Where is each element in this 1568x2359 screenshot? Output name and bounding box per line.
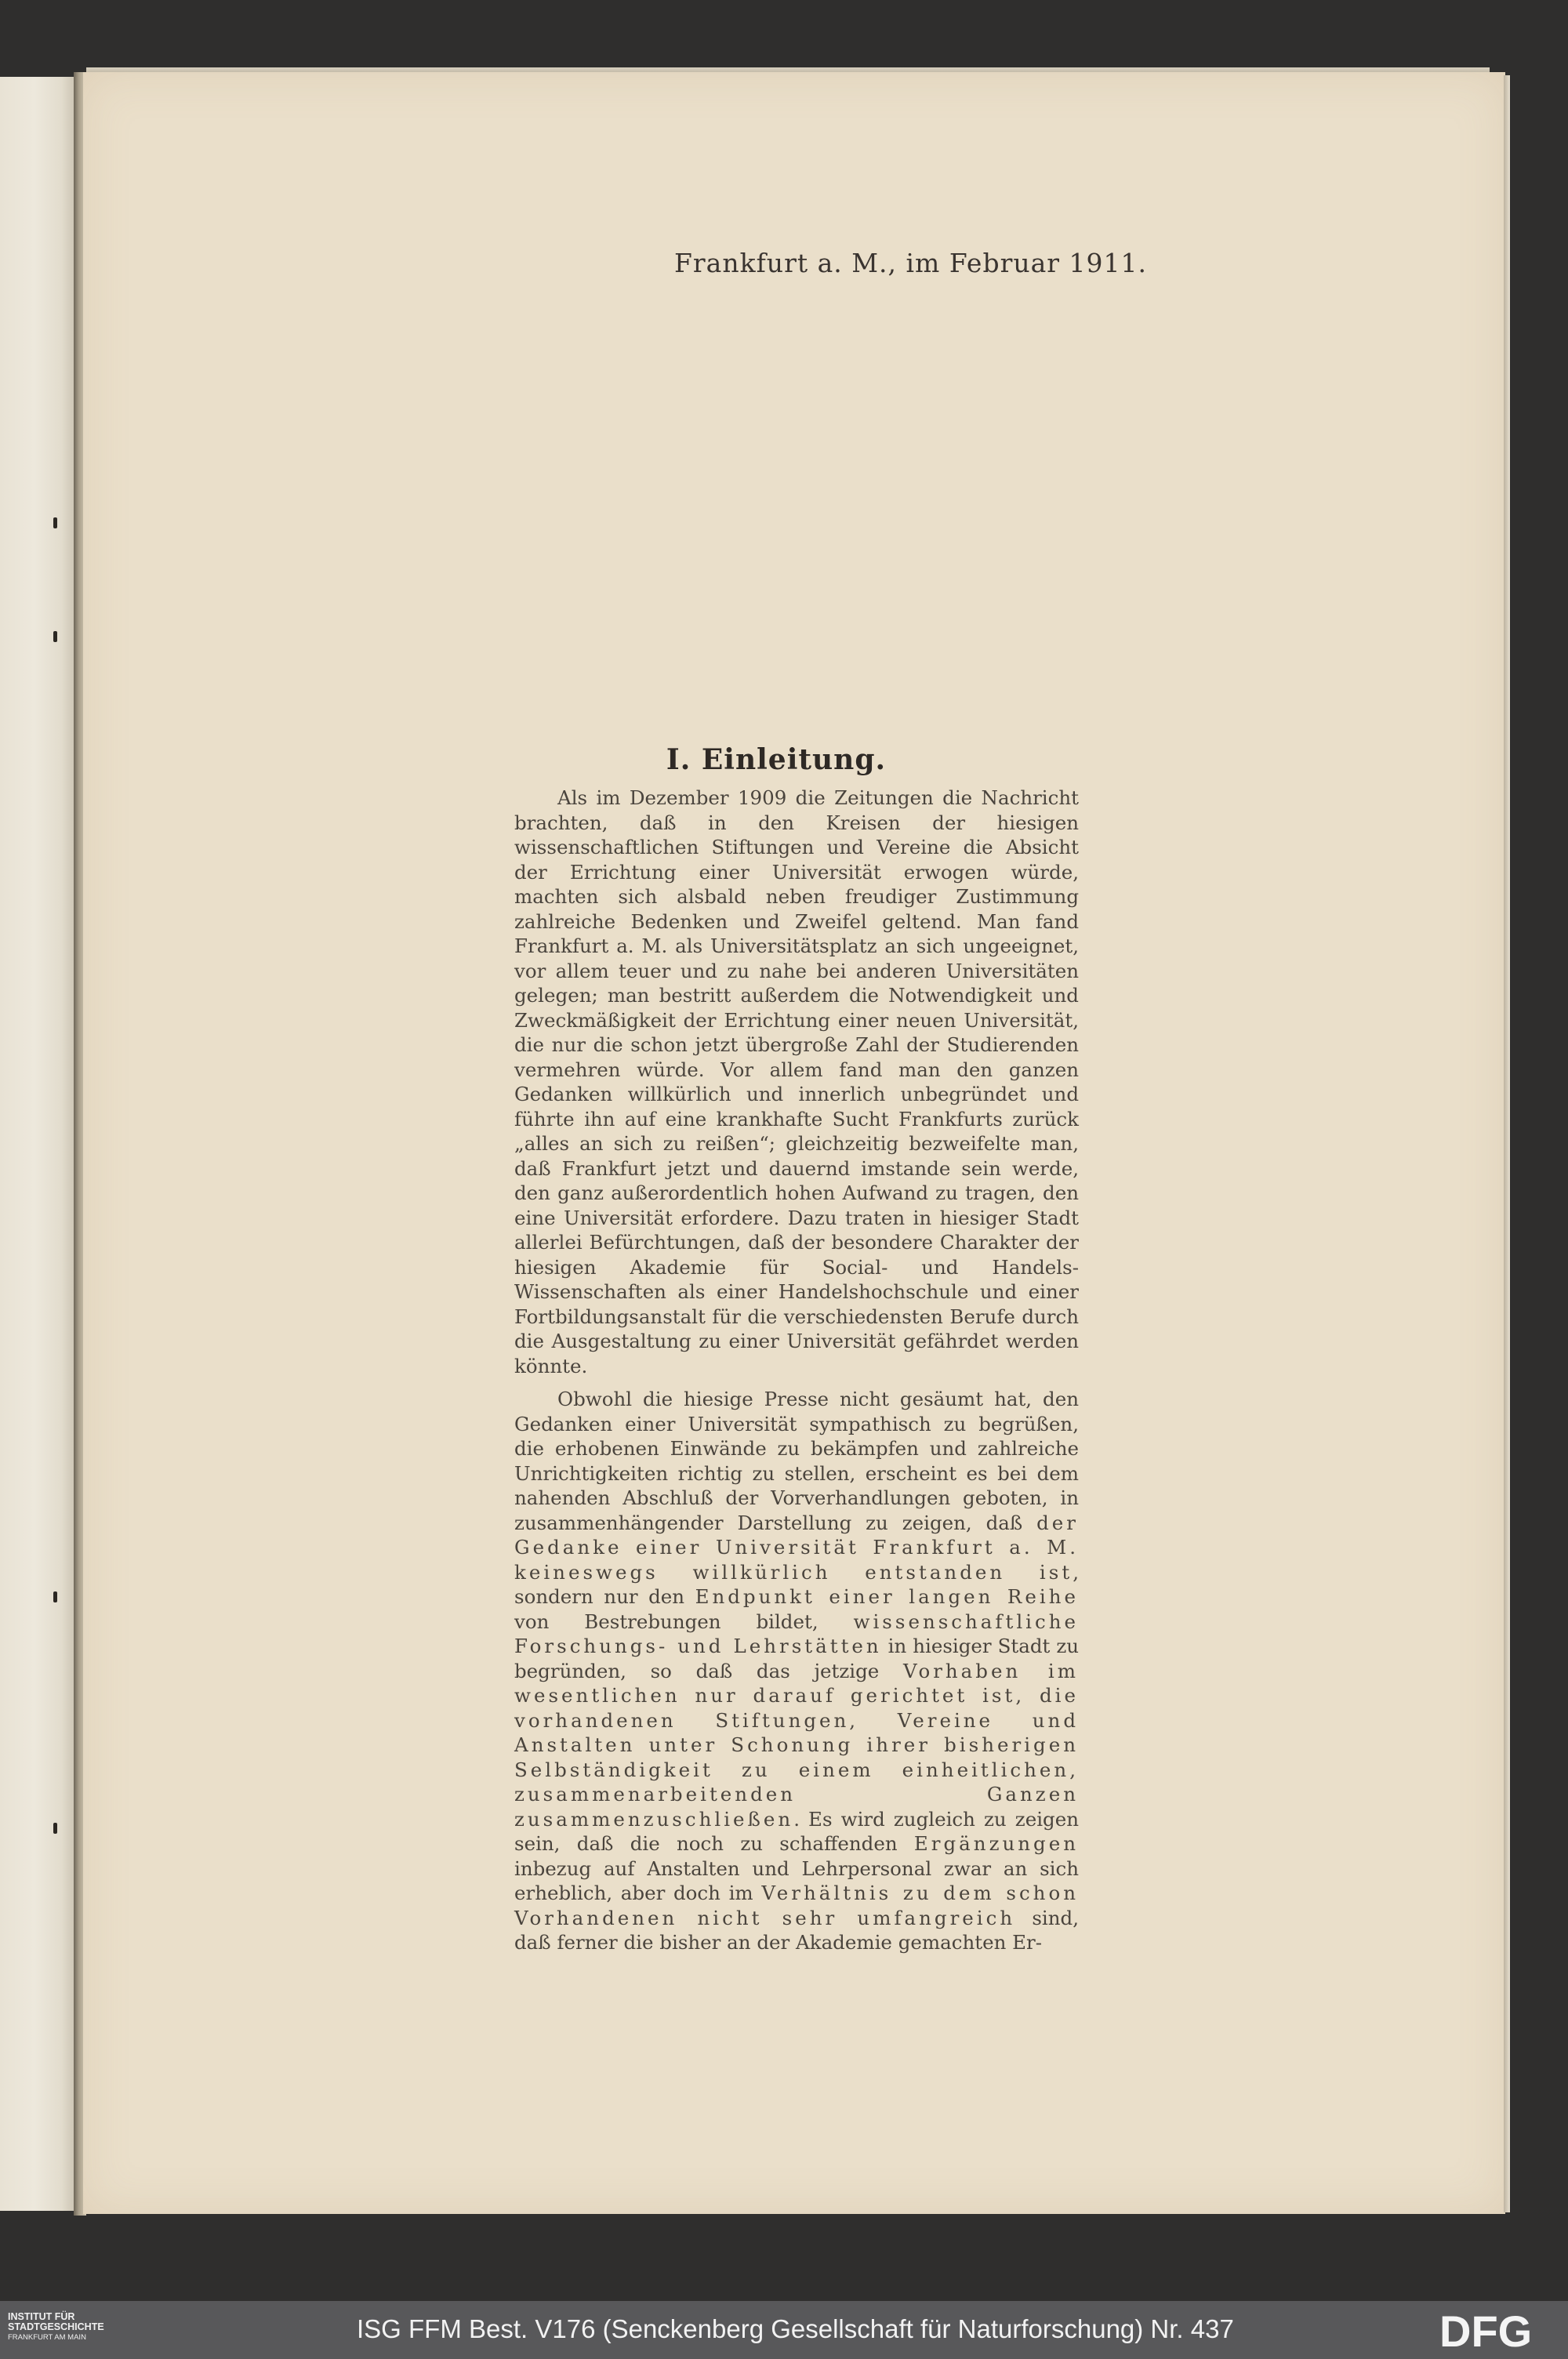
paragraph-2-text: in hiesiger Stadt zu begründen, so daß das jetzige: [514, 1635, 1080, 1682]
binding-stitch: [53, 1591, 57, 1602]
paragraph-2: [514, 1387, 1079, 1955]
emphasized-text: Verhältnis zu dem schon Vorhandenen nicht sehr umfangreich: [514, 1882, 1079, 1929]
paragraph-2-text: , sondern nur den: [514, 1560, 1079, 1608]
paragraph-2-text: Obwohl die hiesige Presse nicht gesäumt hat, den Gedanken einer Universität sympathisch zu begrüßen, die erhobenen Einwände zu bekämpfen und zahlreiche Unrichtigkeiten richtig zu stellen, erscheint es bei dem nahenden Abschluß der Vorverhandlungen geboten, in zusammenhängender Darstellung zu zeigen, daß: [514, 1388, 1079, 1534]
paragraph-2-text: . Es wird zugleich zu zeigen sein, daß die noch zu schaffenden: [514, 1807, 1079, 1855]
emphasized-text: wissenschaftliche Forschungs- und Lehrstätten: [514, 1610, 1079, 1657]
binding-stitch: [53, 1823, 57, 1834]
dfg-logo-icon: [1439, 2307, 1557, 2353]
paragraph-1: Als im Dezember 1909 die Zeitungen die Nachricht brachten, daß in den Kreisen der hiesigen wissenschaftlichen Stiftungen und Vereine die Absicht der Errichtung einer Universität erwogen würde, machten sich alsbald neben freudiger Zustimmung zahlreiche Bedenken und Zweifel geltend. Man fand Frankfurt a. M. als Universitätsplatz an sich ungeeignet, vor allem teuer und zu nahe bei anderen Universitäten gelegen; man bestritt außerdem die Notwendigkeit und Zweckmäßigkeit der Errichtung einer neuen Universität, die nur die schon jetzt übergroße Zahl der Studierenden vermehren würde. Vor allem fand man den ganzen Gedanken willkürlich und innerlich unbegründet und führte ihn auf eine krankhafte Sucht Frankfurts zurück „alles an sich zu reißen“; gleichzeitig bezweifelte man, daß Frankfurt jetzt und dauernd imstande sein werde, den ganz außerordentlich hohen Aufwand zu tragen, den eine Universität erfordere. Dazu traten in hiesiger Stadt allerlei Befürchtungen, daß der besondere Charakter der hiesigen Akademie für Social- und Handels-Wissenschaften als einer Handelshochschule und einer Fortbildungsanstalt für die verschiedensten Berufe durch die Ausgestaltung zu einer Universität gefährdet werden könnte.: [514, 786, 1079, 1377]
institute-line-2: STADTGESCHICHTE: [8, 2321, 104, 2332]
emphasized-text: Vorhaben im wesentlichen nur darauf gerichtet ist, die vorhandenen Stiftungen, Vereine und Anstalten unter Schonung ihrer bisherigen Selbständigkeit zu einem einheitlichen, zusammenarbeitenden Ganzen zusammenzuschließen: [514, 1659, 1079, 1831]
paragraph-2-text: sind, daß ferner die bisher an der Akademie gemachten Er-: [514, 1906, 1079, 1954]
binding-stitch: [53, 631, 57, 642]
left-page-edge: [0, 77, 77, 2211]
dfg-logo-text: DFG: [1439, 2307, 1533, 2353]
dateline: Frankfurt a. M., im Februar 1911.: [674, 248, 1148, 278]
institute-line-3: FRANKFURT AM MAIN: [8, 2333, 86, 2342]
paragraph-2-text: von Bestrebungen bildet,: [514, 1610, 854, 1633]
body-text: [514, 786, 1079, 1955]
page-right-edge: [1504, 75, 1510, 2212]
institute-line-1: INSTITUT FÜR: [8, 2311, 75, 2322]
section-heading: I. Einleitung.: [666, 743, 887, 776]
emphasized-text: der Gedanke einer Universität Frankfurt a. M. keineswegs willkürlich entstanden ist: [514, 1511, 1079, 1584]
institute-logo: [8, 2312, 149, 2343]
binding-stitch: [53, 517, 57, 528]
paragraph-2-text: inbezug auf Anstalten und Lehrpersonal zwar an sich erheblich, aber doch im: [514, 1856, 1079, 1904]
emphasized-text: Ergänzungen: [913, 1832, 1079, 1855]
emphasized-text: Endpunkt einer langen Reihe: [695, 1585, 1079, 1608]
footer-bar: [0, 2301, 1568, 2359]
archive-caption: ISG FFM Best. V176 (Senckenberg Gesellschaft für Naturforschung) Nr. 437: [357, 2314, 1234, 2343]
